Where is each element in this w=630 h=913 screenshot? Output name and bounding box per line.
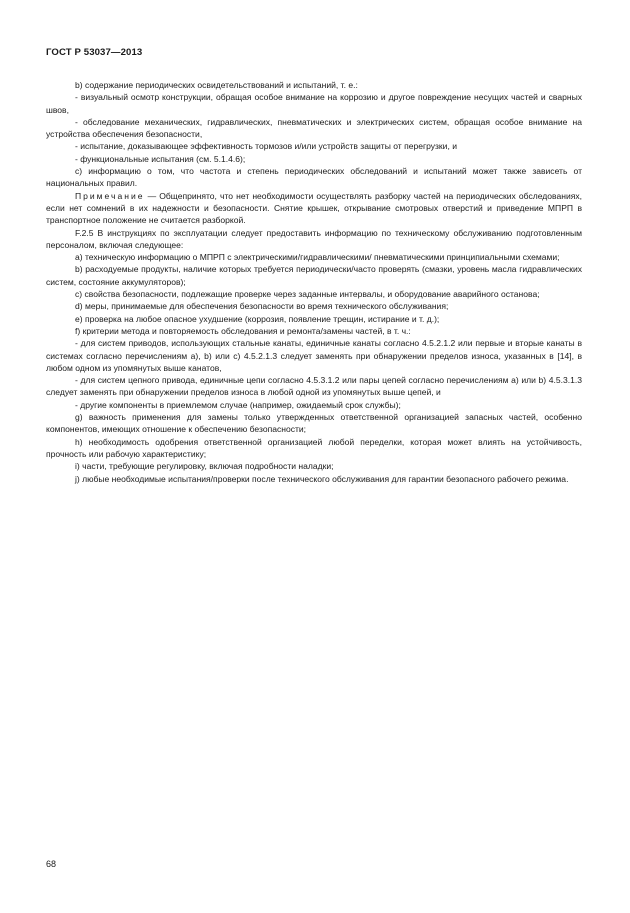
body-paragraph: f) критерии метода и повторяемость обследования и ремонта/замены частей, в т. ч.:	[75, 325, 411, 336]
body-paragraph: i) части, требующие регулировку, включая подробности наладки;	[75, 461, 334, 472]
note-label: Примечание	[75, 190, 145, 201]
body-paragraph: - для систем цепного привода, единичные цепи согласно 4.5.3.1.2 или пары цепей согласно перечислениям а) или b) 4.5.3.1.3 следует заменять при обнаружении пределов износа в любой одной из упомянутых выше цепей, и	[46, 375, 582, 398]
body-paragraph: а) техническую информацию о МПРП с электрическими/гидравлическими/ пневматическими принципиальными схемами;	[75, 252, 560, 263]
note-paragraph	[46, 190, 582, 227]
body-paragraph: F.2.5 В инструкциях по эксплуатации следует предоставить информацию по техническому обслуживанию подготовленным персоналом, включая следующее:	[46, 227, 582, 250]
body-paragraph: - обследование механических, гидравлических, пневматических и электрических систем, обращая особое внимание на устройства обеспечения безопасности,	[46, 116, 582, 140]
page-number: 68	[46, 859, 57, 869]
body-paragraph: - визуальный осмотр конструкции, обращая особое внимание на коррозию и другое повреждение несущих частей и сварных швов,	[46, 92, 582, 115]
body-paragraph: b) содержание периодических освидетельствований и испытаний, т. е.:	[75, 80, 358, 90]
document-header: ГОСТ Р 53037—2013	[46, 47, 143, 58]
body-paragraph: d) меры, принимаемые для обеспечения безопасности во время технического обслуживания;	[75, 301, 449, 312]
note-text: — Общепринято, что нет необходимости осуществлять разборку частей на периодических обследованиях, если нет сомнений в их надежности и безопасности. Снятие крышек, открывание смотровых отверстий и приведение МПРП в транспортное положение не считается разборкой.	[46, 190, 582, 226]
body-paragraph: - функциональные испытания (см. 5.1.4.6);	[75, 153, 246, 164]
document-body	[46, 79, 582, 485]
body-paragraph: g) важность применения для замены только утвержденных ответственной организацией запасных частей, особенно компонентов, имеющих отношение к обеспечению безопасности;	[46, 412, 582, 435]
body-paragraph: - для систем приводов, использующих стальные канаты, единичные канаты согласно 4.5.2.1.2 или первые и вторые канаты в системах согласно перечислениям а), b) или с) 4.5.2.1.3 следует заменять при обнаружении пределов износа, указанных в [14], в любом одном из упомянутых выше канатов,	[46, 338, 582, 373]
body-paragraph: с) свойства безопасности, подлежащие проверке через заданные интервалы, и оборудование аварийного останова;	[75, 289, 540, 300]
body-paragraph: - другие компоненты в приемлемом случае (например, ожидаемый срок службы);	[75, 399, 401, 410]
body-paragraph: - испытание, доказывающее эффективность тормозов и/или устройств защиты от перегрузки, и	[75, 141, 457, 152]
body-paragraph: h) необходимость одобрения ответственной организацией любой переделки, которая может влиять на устойчивость, прочность или рабочую характеристику;	[46, 436, 582, 459]
body-paragraph: b) расходуемые продукты, наличие которых требуется периодически/часто проверять (смазки, уровень масла гидравлических систем, состояние аккумуляторов);	[46, 264, 582, 287]
body-paragraph: с) информацию о том, что частота и степень периодических обследований и испытаний может также зависеть от национальных правил.	[46, 166, 582, 189]
body-paragraph: е) проверка на любое опасное ухудшение (коррозия, появление трещин, истирание и т. д.);	[75, 313, 440, 324]
body-paragraph: j) любые необходимые испытания/проверки после технического обслуживания для гарантии безопасного рабочего режима.	[75, 473, 569, 484]
